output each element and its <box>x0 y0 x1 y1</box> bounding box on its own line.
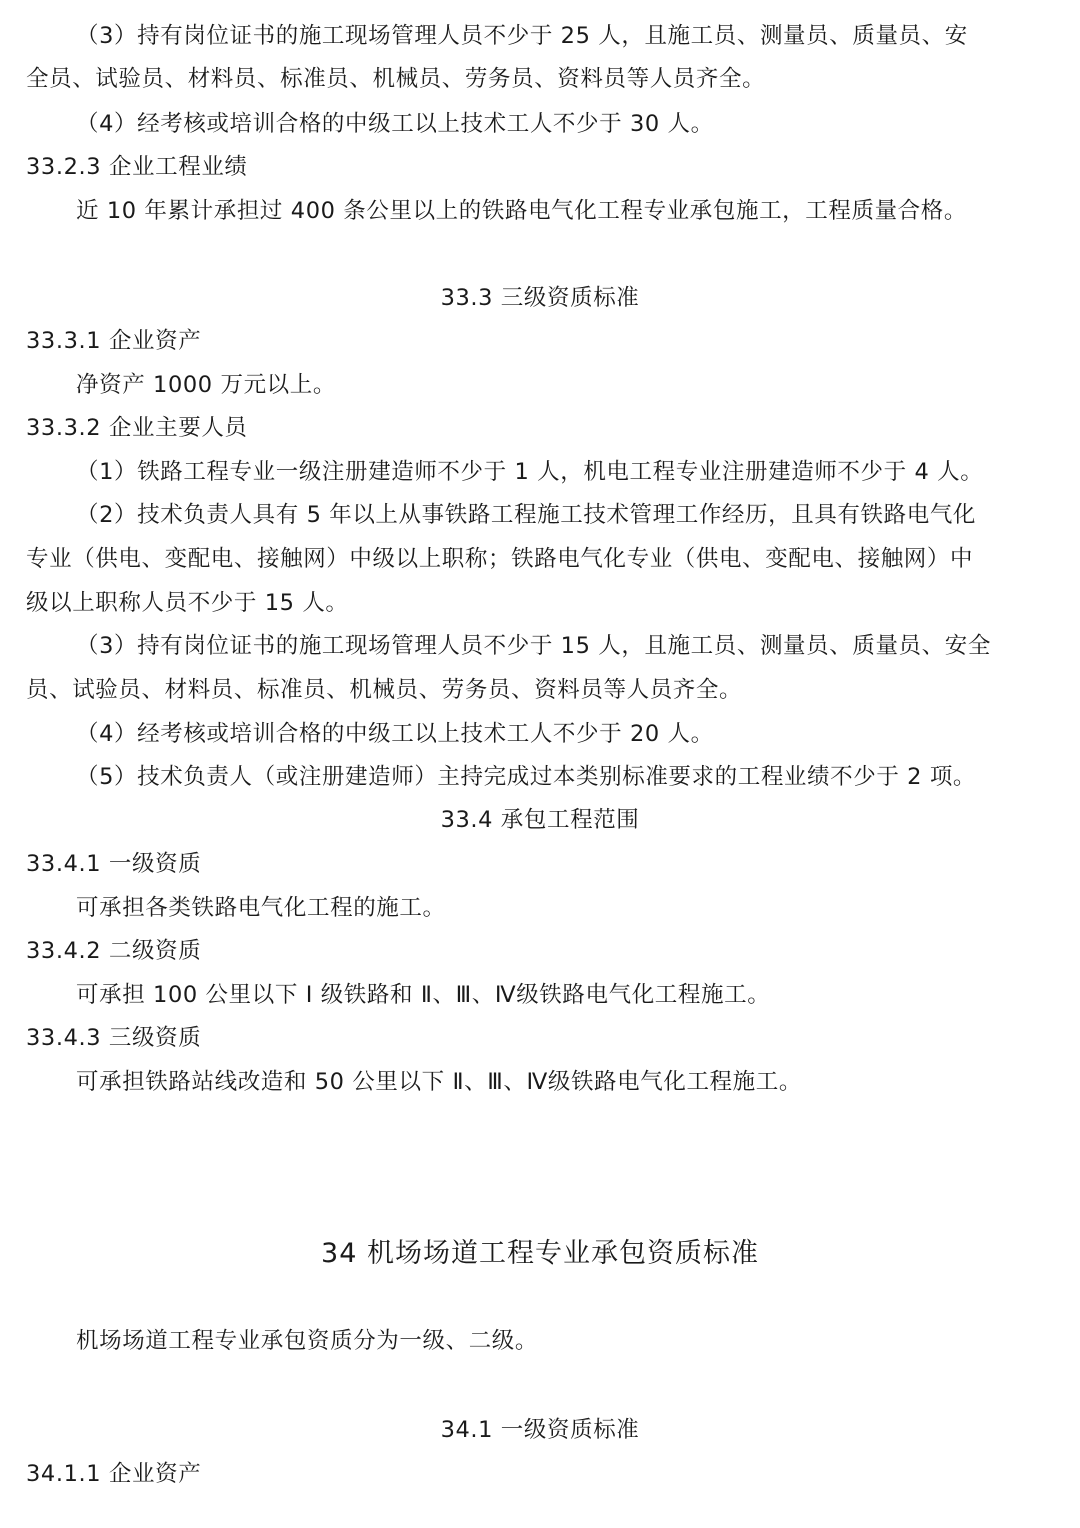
grade-3-scope: 可承担铁路站线改造和 50 公里以下 Ⅱ、Ⅲ、Ⅳ级铁路电气化工程施工。 <box>76 1069 802 1095</box>
subheading-33-4-1: 33.4.1 一级资质 <box>26 851 202 877</box>
item-3b-line-2: 员、试验员、材料员、标准员、机械员、劳务员、资料员等人员齐全。 <box>26 677 743 703</box>
item-2-line-2: 专业（供电、变配电、接触网）中级以上职称；铁路电气化专业（供电、变配电、接触网）中 <box>26 546 974 572</box>
item-2-line-3: 级以上职称人员不少于 15 人。 <box>26 590 349 616</box>
grade-2-scope: 可承担 100 公里以下 Ⅰ 级铁路和 Ⅱ、Ⅲ、Ⅳ级铁路电气化工程施工。 <box>76 982 771 1008</box>
subheading-33-3-1: 33.3.1 企业资产 <box>26 328 202 354</box>
item-1-line: （1）铁路工程专业一级注册建造师不少于 1 人，机电工程专业注册建造师不少于 4 人。 <box>76 459 984 485</box>
item-4b-line: （4）经考核或培训合格的中级工以上技术工人不少于 20 人。 <box>76 721 714 747</box>
item-4-line: （4）经考核或培训合格的中级工以上技术工人不少于 30 人。 <box>76 111 714 137</box>
net-assets-paragraph: 净资产 1000 万元以上。 <box>76 372 336 398</box>
subheading-33-2-3: 33.2.3 企业工程业绩 <box>26 154 248 180</box>
subheading-33-4-3: 33.4.3 三级资质 <box>26 1025 202 1051</box>
item-3-line-2: 全员、试验员、材料员、标准员、机械员、劳务员、资料员等人员齐全。 <box>26 66 766 92</box>
subheading-33-3-2: 33.3.2 企业主要人员 <box>26 415 248 441</box>
item-2-line-1: （2）技术负责人具有 5 年以上从事铁路工程施工技术管理工作经历，且具有铁路电气化 <box>76 502 977 528</box>
section-heading-33-4: 33.4 承包工程范围 <box>440 807 640 833</box>
subheading-34-1-1: 34.1.1 企业资产 <box>26 1461 202 1487</box>
item-3b-line-1: （3）持有岗位证书的施工现场管理人员不少于 15 人，且施工员、测量员、质量员、安全 <box>76 633 991 659</box>
chapter-title-34: 34 机场场道工程专业承包资质标准 <box>321 1238 759 1269</box>
grade-1-scope: 可承担各类铁路电气化工程的施工。 <box>76 895 446 921</box>
item-5-line: （5）技术负责人（或注册建造师）主持完成过本类别标准要求的工程业绩不少于 2 项。 <box>76 764 977 790</box>
chapter-34-intro: 机场场道工程专业承包资质分为一级、二级。 <box>76 1328 539 1354</box>
section-heading-33-3: 33.3 三级资质标准 <box>440 285 640 311</box>
subheading-33-4-2: 33.4.2 二级资质 <box>26 938 202 964</box>
item-3-line-1: （3）持有岗位证书的施工现场管理人员不少于 25 人，且施工员、测量员、质量员、安 <box>76 23 968 49</box>
section-heading-34-1: 34.1 一级资质标准 <box>440 1417 640 1443</box>
performance-paragraph: 近 10 年累计承担过 400 条公里以上的铁路电气化工程专业承包施工，工程质量合格。 <box>76 198 967 224</box>
